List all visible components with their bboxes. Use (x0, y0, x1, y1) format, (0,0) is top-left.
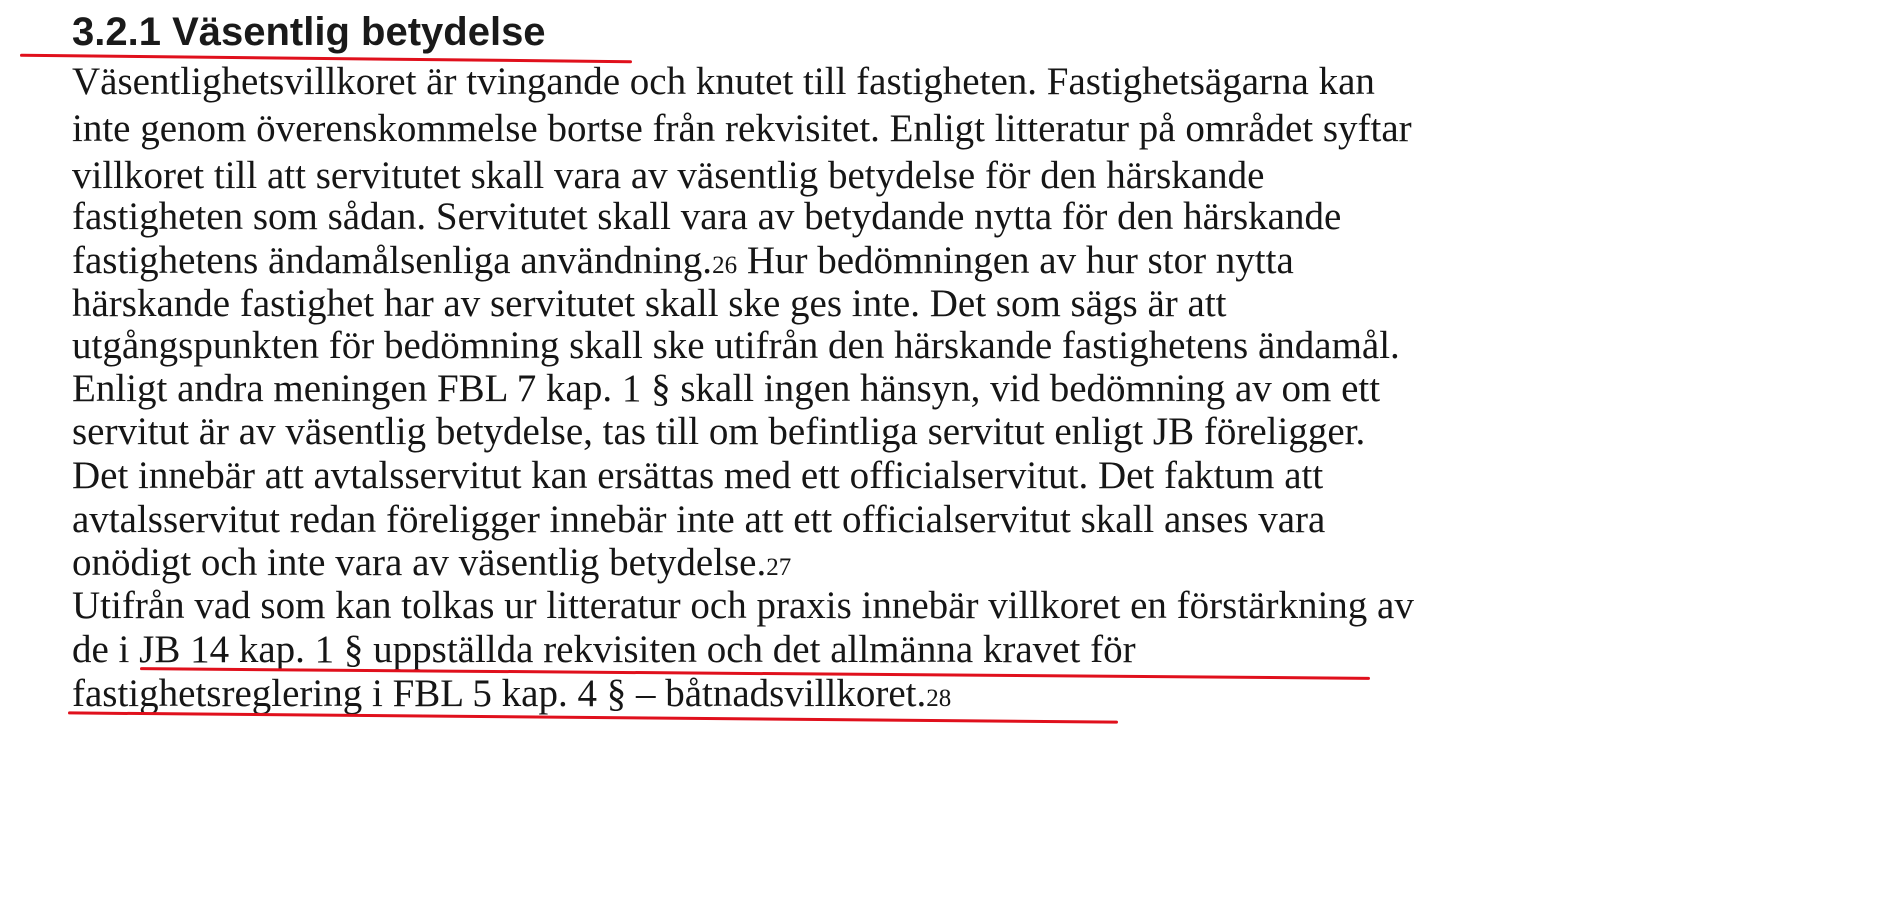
text-line: servitut är av väsentlig betydelse, tas till om befintliga servitut enligt JB föreligger. (72, 410, 1366, 453)
text-segment: fastighetens ändamålsenliga användning. (72, 239, 713, 282)
text-line: fastigheten som sådan. Servitutet skall vara av betydande nytta för den härskande (72, 195, 1342, 238)
text-line: de i JB 14 kap. 1 § uppställda rekvisiten och det allmänna kravet för (72, 628, 1136, 671)
footnote-ref-28: 28 (926, 685, 952, 712)
text-segment: onödigt och inte vara av väsentlig betydelse. (72, 541, 767, 584)
footnote-ref-27: 27 (766, 554, 792, 581)
text-line: Det innebär att avtalsservitut kan ersättas med ett officialservitut. Det faktum att (72, 454, 1324, 497)
text-segment: fastighetsreglering i FBL 5 kap. 4 § – båtnadsvillkoret. (72, 672, 927, 715)
text-line: inte genom överenskommelse bortse från rekvisitet. Enligt litteratur på området syftar (72, 107, 1412, 150)
section-heading: 3.2.1 Väsentlig betydelse (72, 10, 546, 54)
footnote-ref-26: 26 (712, 252, 738, 279)
text-line: utgångspunkten för bedömning skall ske utifrån den härskande fastighetens ändamål. (72, 324, 1400, 367)
text-line: Utifrån vad som kan tolkas ur litteratur och praxis innebär villkoret en förstärkning av (72, 584, 1414, 627)
text-line: härskande fastighet har av servitutet skall ske ges inte. Det som sägs är att (72, 282, 1227, 325)
text-line: Väsentlighetsvillkoret är tvingande och knutet till fastigheten. Fastighetsägarna kan (72, 60, 1375, 103)
text-line (72, 674, 951, 713)
text-line (72, 241, 1294, 280)
text-line: Enligt andra meningen FBL 7 kap. 1 § skall ingen hänsyn, vid bedömning av om ett (72, 367, 1381, 410)
text-line: villkoret till att servitutet skall vara av väsentlig betydelse för den härskande (72, 154, 1265, 197)
text-segment: Hur bedömningen av hur stor nytta (737, 239, 1294, 282)
text-line (72, 543, 791, 582)
text-line: avtalsservitut redan föreligger innebär inte att ett officialservitut skall anses vara (72, 498, 1326, 541)
